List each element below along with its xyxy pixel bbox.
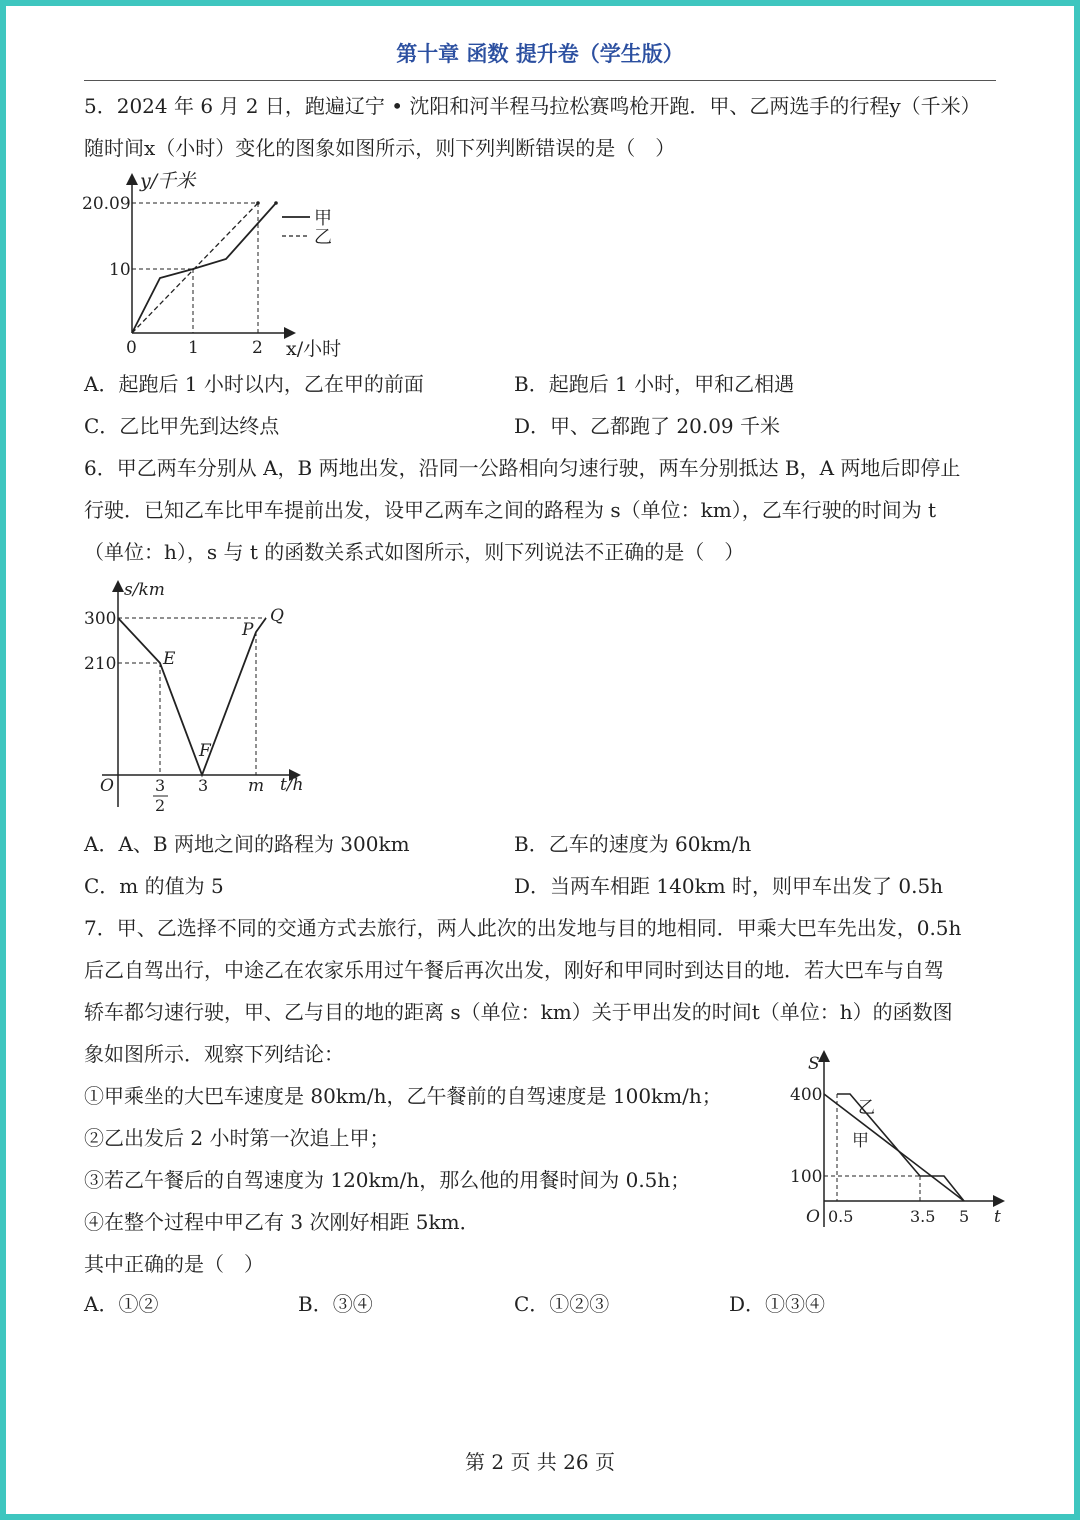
q5-legend-jia: 甲 xyxy=(314,208,332,229)
q7-line-4: 象如图所示．观察下列结论： xyxy=(84,1042,344,1066)
page-footer: 第 2 页 共 26 页 xyxy=(465,1450,615,1474)
q7-x-tick-0.5: 0.5 xyxy=(828,1207,854,1226)
q5-y-tick-20.09: 20.09 xyxy=(82,194,131,214)
q6-x-tick-frac-den: 2 xyxy=(155,796,166,815)
q6-x-tick-3: 3 xyxy=(198,776,209,795)
q6-option-d: D．当两车相距 140km 时，则甲车出发了 0.5h xyxy=(514,874,944,898)
q6-y-axis-label: s/km xyxy=(124,580,165,600)
q7-option-d: D．①③④ xyxy=(729,1292,826,1316)
q6-option-a: A．A、B 两地之间的路程为 300km xyxy=(84,832,410,856)
q6-point-p: P xyxy=(242,620,254,640)
q7-origin: O xyxy=(806,1207,820,1227)
q7-line-2: 后乙自驾出行，中途乙在农家乐用过午餐后再次出发，刚好和甲同时到达目的地．若大巴车与自驾 xyxy=(84,958,944,982)
q7-graph xyxy=(786,1045,1010,1235)
q5-y-axis-label: y/千米 xyxy=(140,170,196,192)
q7-y-axis-label: S xyxy=(808,1054,820,1074)
header-divider xyxy=(84,80,996,81)
q6-option-c: C．m 的值为 5 xyxy=(84,874,224,898)
q5-line-2: 随时间x（小时）变化的图象如图所示，则下列判断错误的是（ ） xyxy=(84,136,676,160)
q6-point-f: F xyxy=(199,741,211,761)
q5-option-c: C．乙比甲先到达终点 xyxy=(84,414,280,438)
q5-line-1: 5．2024 年 6 月 2 日，跑遍辽宁 • 沈阳和河半程马拉松赛鸣枪开跑．甲、乙两选手的行程y（千米） xyxy=(84,94,981,118)
q6-graph xyxy=(80,575,320,820)
q7-x-tick-5: 5 xyxy=(959,1207,970,1226)
page-header: 第十章 函数 提升卷（学生版） xyxy=(396,42,684,66)
q7-question: 其中正确的是（ ） xyxy=(84,1252,264,1276)
q7-statement-4: ④在整个过程中甲乙有 3 次刚好相距 5km． xyxy=(84,1210,480,1234)
q6-line-3: （单位：h），s 与 t 的函数关系式如图所示，则下列说法不正确的是（ ） xyxy=(84,540,745,564)
q7-label-jia: 甲 xyxy=(852,1131,869,1151)
q7-option-a: A．①② xyxy=(84,1292,159,1316)
q6-y-tick-210: 210 xyxy=(84,654,117,674)
q7-y-tick-400: 400 xyxy=(790,1085,823,1105)
q5-y-tick-10: 10 xyxy=(109,260,131,280)
q6-x-tick-frac-num: 3 xyxy=(155,776,166,795)
q6-x-tick-m: m xyxy=(248,776,265,796)
q5-option-b: B．起跑后 1 小时，甲和乙相遇 xyxy=(514,372,795,396)
q6-x-axis-label: t/h xyxy=(280,775,304,795)
q6-line-1: 6．甲乙两车分别从 A，B 两地出发，沿同一公路相向匀速行驶，两车分别抵达 B，A 两地后即停止 xyxy=(84,456,961,480)
q7-label-yi: 乙 xyxy=(858,1098,875,1118)
q7-statement-2: ②乙出发后 2 小时第一次追上甲； xyxy=(84,1126,390,1150)
q7-y-tick-100: 100 xyxy=(790,1167,823,1187)
q5-x-axis-label: x/小时 xyxy=(286,338,342,360)
q7-series-jia xyxy=(824,1094,964,1201)
q7-line-3: 轿车都匀速行驶，甲、乙与目的地的距离 s（单位：km）关于甲出发的时间t（单位：h）的函数图 xyxy=(84,1000,953,1024)
q6-s-t-graph xyxy=(118,618,266,775)
q7-statement-1: ①甲乘坐的大巴车速度是 80km/h，乙午餐前的自驾速度是 100km/h； xyxy=(84,1084,722,1108)
q6-y-tick-300: 300 xyxy=(84,609,117,629)
q6-line-2: 行驶．已知乙车比甲车提前出发，设甲乙两车之间的路程为 s（单位：km），乙车行驶的时间为 t xyxy=(84,498,937,522)
q7-option-c: C．①②③ xyxy=(514,1292,610,1316)
q5-option-a: A．起跑后 1 小时以内，乙在甲的前面 xyxy=(84,372,424,396)
q7-x-axis-label: t xyxy=(994,1207,1001,1227)
q6-point-q: Q xyxy=(270,606,284,626)
q7-option-b: B．③④ xyxy=(298,1292,373,1316)
q5-graph xyxy=(80,168,370,368)
q5-legend-yi: 乙 xyxy=(314,227,332,248)
q5-series-jia xyxy=(132,203,276,333)
q6-origin: O xyxy=(100,776,114,796)
q5-option-d: D．甲、乙都跑了 20.09 千米 xyxy=(514,414,781,438)
q5-x-tick-2: 2 xyxy=(252,338,263,358)
q5-x-tick-1: 1 xyxy=(188,338,199,358)
q7-x-tick-3.5: 3.5 xyxy=(910,1207,936,1226)
q6-point-e: E xyxy=(163,649,176,669)
q5-x-tick-0: 0 xyxy=(126,338,137,358)
q7-line-1: 7．甲、乙选择不同的交通方式去旅行，两人此次的出发地与目的地相同．甲乘大巴车先出发，0.5h xyxy=(84,916,962,940)
q6-option-b: B．乙车的速度为 60km/h xyxy=(514,832,752,856)
q7-statement-3: ③若乙午餐后的自驾速度为 120km/h，那么他的用餐时间为 0.5h； xyxy=(84,1168,691,1192)
